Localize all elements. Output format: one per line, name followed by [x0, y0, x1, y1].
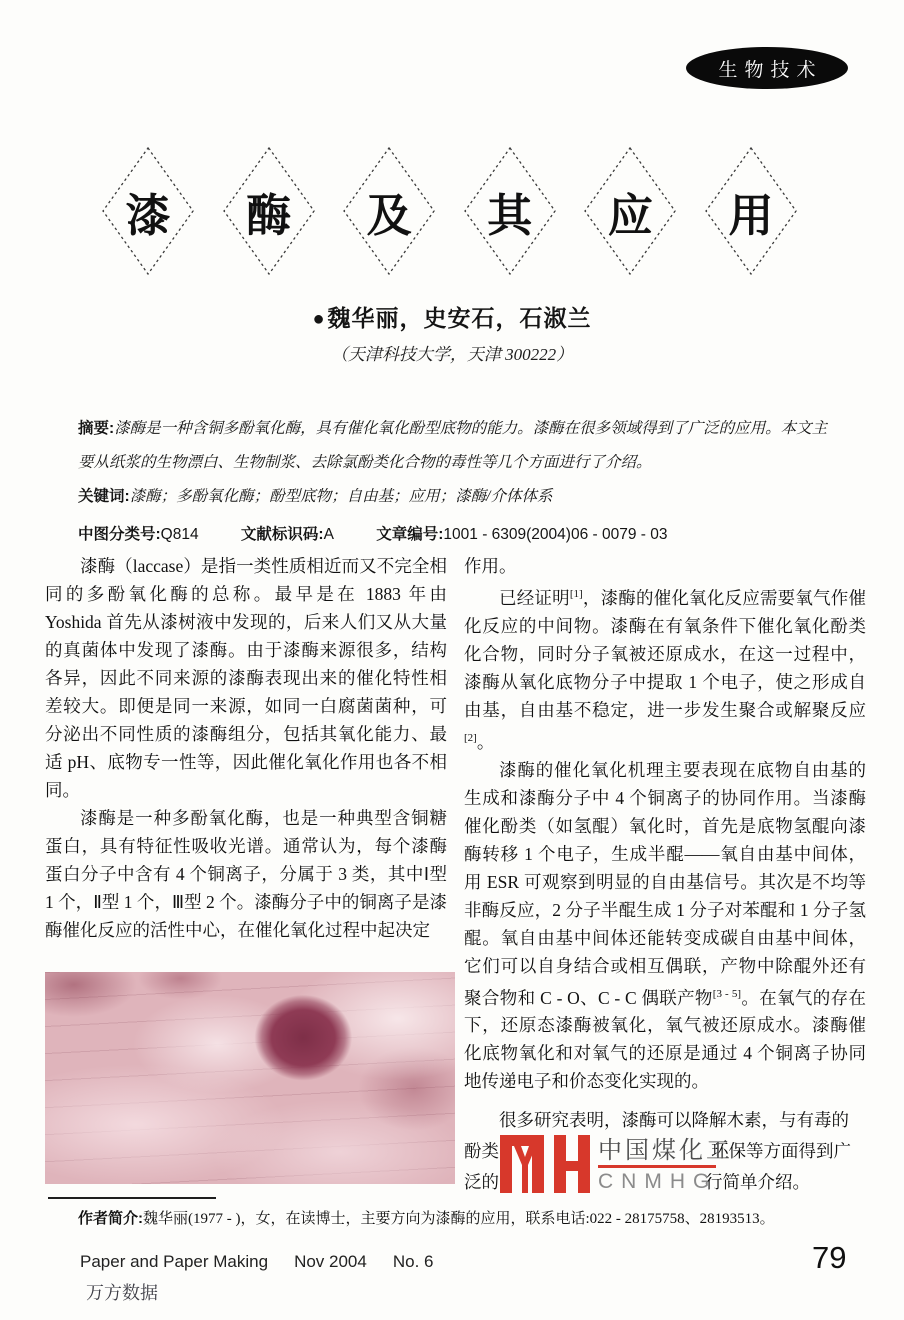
abstract	[78, 412, 838, 480]
paragraph: 已经证明[1]，漆酶的催化氧化反应需要氧气作催化反应的中间物。漆酶在有氧条件下催化氧化酚类化合物，同时分子氧被还原成水，在这一过程中，漆酶从氧化底物分子中提取 1 个电子，使之形成自由基，自由基不稳定，进一步发生聚合或解聚反应[2]。	[464, 587, 867, 752]
title-diamond	[704, 146, 798, 276]
text-fragment: 行简单介绍。	[705, 1172, 810, 1192]
title-char: 用	[728, 190, 774, 241]
meta-block	[78, 412, 838, 552]
cnmhg-watermark	[500, 1128, 850, 1208]
journal-issue: No. 6	[392, 1252, 434, 1271]
doc-code-segment	[241, 526, 334, 543]
title-diamond	[463, 146, 557, 276]
doc-code-value: A	[323, 526, 334, 543]
text-fragment: 泛的	[464, 1172, 499, 1192]
footnote-separator	[48, 1197, 216, 1199]
clc-value: Q814	[160, 526, 199, 543]
article-no-value: 1001 - 6309(2004)06 - 0079 - 03	[443, 526, 668, 543]
page-number: 79	[812, 1240, 847, 1275]
cnmhg-underline	[598, 1165, 716, 1168]
title-char: 酶	[246, 190, 292, 241]
article-no-label: 文章编号:	[376, 526, 444, 543]
affiliation: （天津科技大学，天津 300222）	[330, 345, 574, 364]
authors-text: 魏华丽，史安石，石淑兰	[327, 306, 592, 331]
micrograph-figure	[45, 972, 455, 1184]
clc-label: 中图分类号:	[78, 526, 161, 543]
paragraph: 漆酶的催化氧化机理主要表现在底物自由基的生成和漆酶分子中 4 个铜离子的协同作用。当漆酶催化酚类（如氢醌）氧化时，首先是底物氢醌向漆酶转移 1 个电子，生成半醌——氧自由基中间体，用 ESR 可观察到明显的自由基信号。其次是不均等非酶反应，2 分子半醌生成 1 分子对苯醌和 1 分子氢醌。氧自由基中间体还能转变成碳自由基中间体，它们可以自身结合或相互偶联，产物中除醌外还有聚合物和 C - O、C - C 偶联产物[3 - 5]。在氧气的存在下，还原态漆酶被氧化，氧气被还原成水。漆酶催化底物氧化和对氧气的还原是通过 4 个铜离子协同地传递电子和价态变化实现的。	[464, 759, 867, 1092]
keywords-text: 漆酶；多酚氧化酶；酚型底物；自由基；应用；漆酶/介体体系	[129, 488, 553, 505]
title-char: 应	[607, 190, 653, 241]
body-column-right	[464, 552, 866, 1100]
abstract-text: 漆酶是一种含铜多酚氧化酶，具有催化氧化酚型底物的能力。漆酶在很多领域得到了广泛的应用。本文主要从纸浆的生物漂白、生物制浆、去除氯酚类化合物的毒性等几个方面进行了介绍。	[78, 420, 828, 471]
author-bio	[78, 1207, 828, 1228]
body-column-left	[45, 552, 447, 968]
keywords	[78, 480, 838, 514]
wanfang-watermark: 万方数据	[86, 1283, 158, 1303]
article-no-segment	[376, 526, 667, 543]
text-fragment: 酚类	[464, 1141, 499, 1161]
keywords-label: 关键词:	[78, 488, 130, 505]
section-badge-label: 生物技术	[718, 59, 823, 81]
paragraph-continuation: 作用。	[464, 556, 517, 576]
title-diamond	[583, 146, 677, 276]
cnmhg-brand-text: 中国煤化工	[598, 1137, 733, 1164]
title-diamond	[342, 146, 436, 276]
title-char: 漆	[125, 190, 171, 241]
abstract-label: 摘要:	[78, 420, 115, 437]
paragraph: 漆酶是一种多酚氧化酶，也是一种典型含铜糖蛋白，具有特征性吸收光谱。通常认为，每个漆酶蛋白分子中含有 4 个铜离子，分属于 3 类，其中Ⅰ型 1 个，Ⅱ型 1 个，Ⅲ型 2 个。漆酶分子中的铜离子是漆酶催化反应的活性中心，在催化氧化过程中起决定	[45, 808, 447, 940]
clc-segment	[78, 526, 199, 543]
title-char: 及	[366, 190, 412, 241]
article-title	[101, 146, 798, 278]
journal-footer	[80, 1252, 459, 1272]
journal-date: Nov 2004	[294, 1252, 367, 1271]
author-bio-label: 作者简介:	[78, 1210, 143, 1227]
author-bullet-icon: ●	[312, 308, 326, 330]
title-diamond	[101, 146, 195, 276]
paragraph: 漆酶（laccase）是指一类性质相近而又不完全相同的多酚氧化酶的总称。最早是在 1883 年由 Yoshida 首先从漆树液中发现的，后来人们又从大量的真菌体中发现了漆酶。由于漆酶来源很多，结构各异，因此不同来源的漆酶表现出来的催化特性相差较大。即便是同一来源，如同一白腐菌菌种，可分泌出不同性质的漆酶组分，包括其氧化能力、最适 pH、底物专一性等，因此催化氧化作用也各不相同。	[45, 556, 447, 800]
section-badge	[686, 47, 848, 89]
cnmhg-logo-icon	[500, 1132, 590, 1194]
text-fragment: 环保等方面得到广	[711, 1141, 851, 1161]
doc-code-label: 文献标识码:	[240, 526, 324, 543]
text-line: 很多研究表明，漆酶可以降解木素，与有毒的	[499, 1110, 849, 1130]
classification-row	[78, 518, 838, 552]
authors-line	[0, 300, 904, 333]
title-char: 其	[487, 190, 533, 241]
cnmhg-latin-text: CNMHG	[598, 1170, 718, 1193]
title-diamond	[222, 146, 316, 276]
author-bio-text: 魏华丽(1977 - )，女，在读博士，主要方向为漆酶的应用，联系电话:022 - 28175758、28193513。	[143, 1211, 775, 1227]
journal-name: Paper and Paper Making	[80, 1252, 269, 1271]
